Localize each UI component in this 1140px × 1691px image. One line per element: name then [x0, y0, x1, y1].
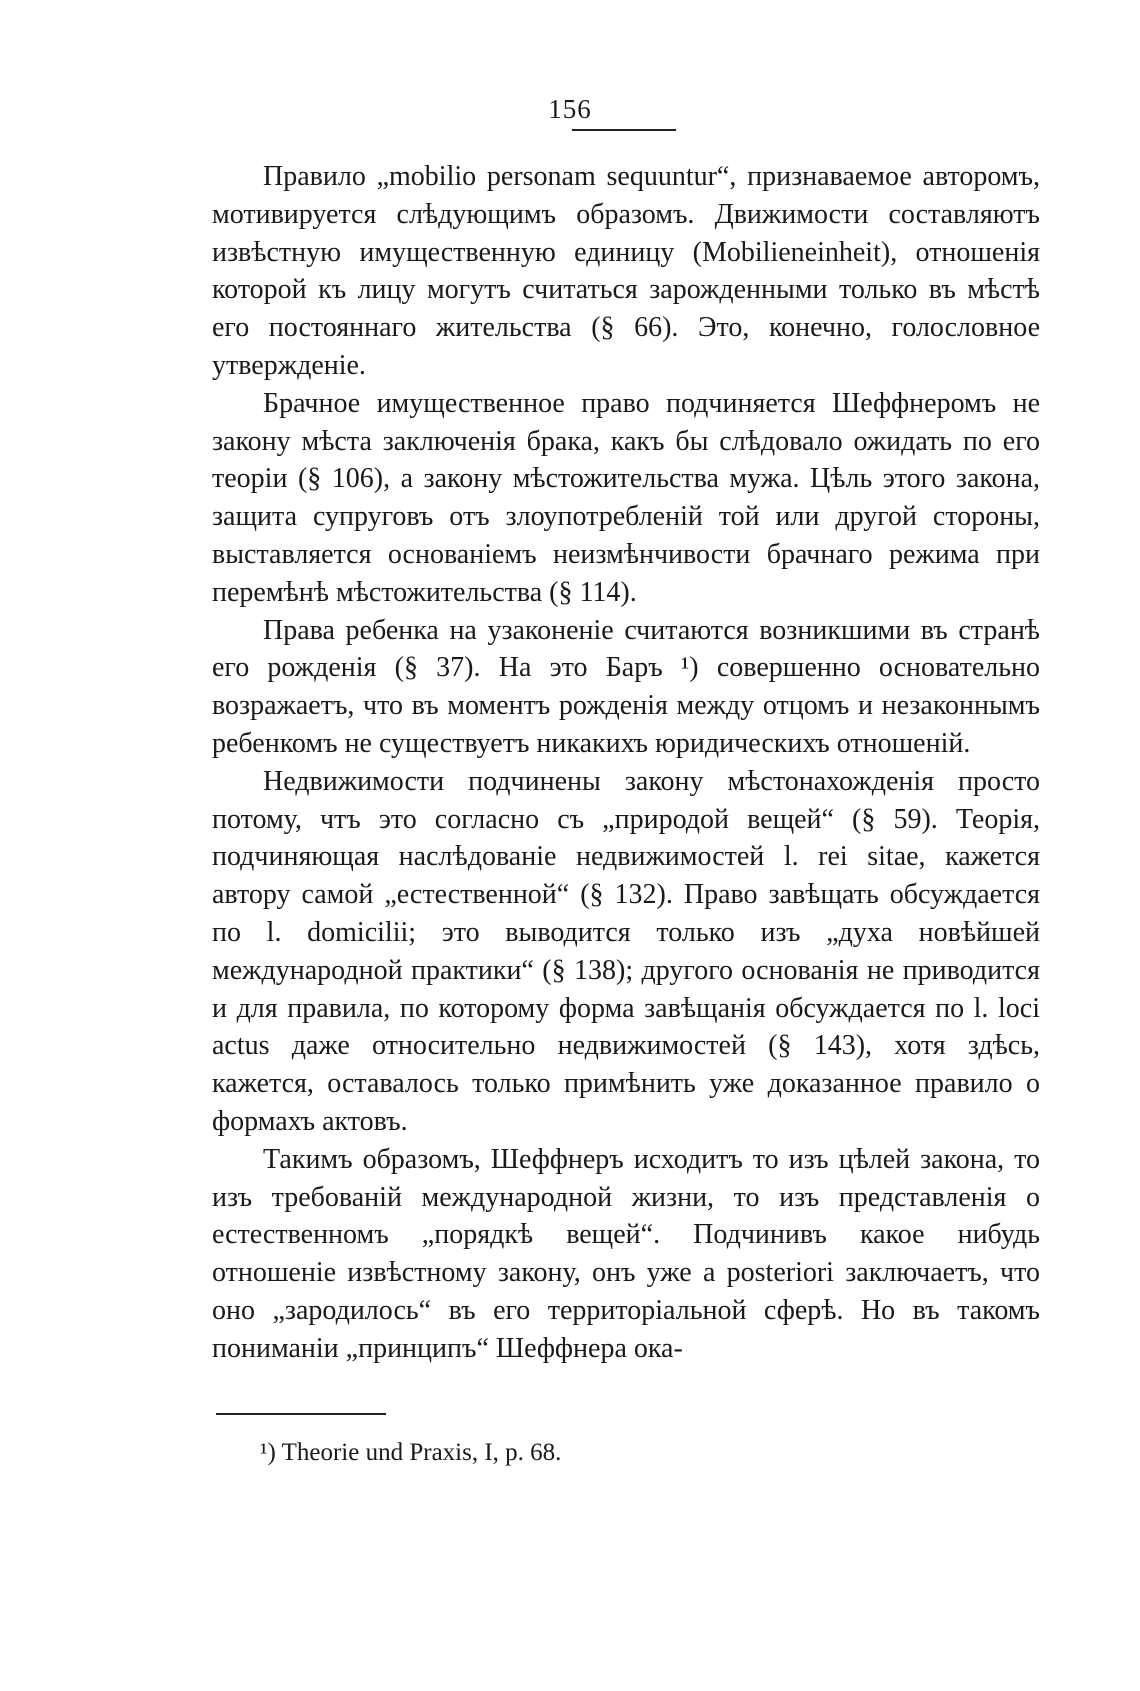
- body-text: [212, 158, 1040, 1368]
- footnote: ¹) Theorie und Praxis, I, p. 68.: [260, 1439, 562, 1466]
- paragraph: Права ребенка на узаконеніе считаются возникшими въ странѣ его рожденія (§ 37). На это Баръ ¹) совершенно основательно возражаетъ, что въ моментъ рожденія между отцомъ и незаконнымъ ребенкомъ не существуетъ никакихъ юридическихъ отношеній.: [212, 614, 1040, 759]
- paragraph: Правило „mobilio personam sequuntur“, признаваемое авторомъ, мотивируется слѣдующимъ образомъ. Движимости составляютъ извѣстную имущественную единицу (Mobilieneinheit), отношенія которой къ лицу могутъ считаться зарожденными только въ мѣстѣ его постояннаго жительства (§ 66). Это, конечно, голословное утвержденіе.: [212, 161, 1040, 381]
- paragraph: Недвижимости подчинены закону мѣстонахожденія просто потому, чтъ это согласно съ „природой вещей“ (§ 59). Теорія, подчиняющая наслѣдованіе недвижимостей l. rei sitae, кажется автору самой „естественной“ (§ 132). Право завѣщать обсуждается по l. domicilii; это выводится только изъ „духа новѣйшей международной практики“ (§ 138); другого основанія не приводится и для правила, по которому форма завѣщанія обсуждается по l. loci actus даже относительно недвижимостей (§ 143), хотя здѣсь, кажется, оставалось только примѣнить уже доказанное правило о формахъ актовъ.: [212, 765, 1040, 1137]
- paragraph: Такимъ образомъ, Шеффнеръ исходитъ то изъ цѣлей закона, то изъ требованій международной жизни, то изъ представленія о естественномъ „порядкѣ вещей“. Подчинивъ какое нибудь отношеніе извѣстному закону, онъ уже a posteriori заключаетъ, что оно „зародилось“ въ его территоріальной сферѣ. Но въ такомъ пониманіи „принципъ“ Шеффнера ока-: [212, 1143, 1040, 1364]
- page-number-rule: [572, 129, 676, 131]
- footnote-rule: [216, 1413, 386, 1415]
- page-number: 156: [548, 94, 592, 124]
- paragraph: Брачное имущественное право подчиняется Шеффнеромъ не закону мѣста заключенія брака, какъ бы слѣдовало ожидать по его теоріи (§ 106), а закону мѣстожительства мужа. Цѣль этого закона, защита супруговъ отъ злоупотребленій той или другой стороны, выставляется основаніемъ неизмѣнчивости брачнаго режима при перемѣнѣ мѣстожительства (§ 114).: [212, 387, 1040, 608]
